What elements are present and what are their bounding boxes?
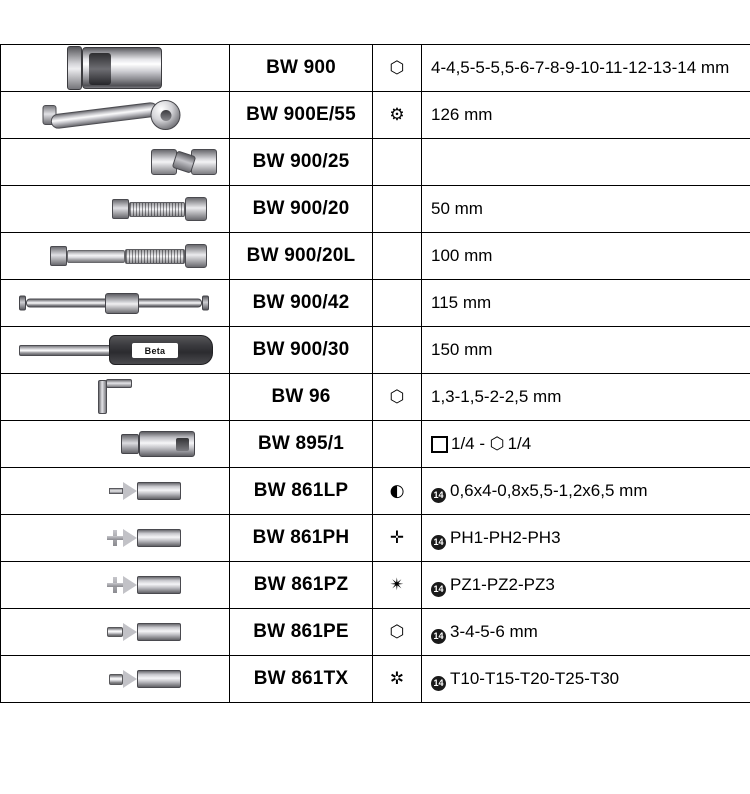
row-symbol-cell (373, 139, 422, 186)
table-row (1, 562, 750, 609)
description-text: T10-T15-T20-T25-T30 (450, 669, 619, 688)
row-symbol-cell (373, 186, 422, 233)
table-row (1, 468, 750, 515)
row-symbol-cell (373, 327, 422, 374)
universal-joint-bw90025-image (151, 149, 217, 175)
table-row (1, 327, 750, 374)
row-description-cell (422, 468, 750, 515)
part-description: 150 mm (422, 339, 750, 361)
part-code: BW 900/25 (230, 151, 372, 173)
slotted-bit-bw861lp-image (109, 482, 181, 500)
hex-socket-icon: ⬡ (390, 60, 405, 77)
part-code: BW 900/20 (230, 198, 372, 220)
part-code: BW 861LP (230, 480, 372, 502)
screwdriver-handle-bw90030-image (19, 335, 213, 365)
row-code-cell (230, 374, 373, 421)
row-description-cell (422, 327, 750, 374)
row-code-cell (230, 468, 373, 515)
row-image-cell (1, 327, 230, 374)
part-code: BW 900E/55 (230, 104, 372, 126)
part-description: 115 mm (422, 292, 750, 314)
row-image-cell (1, 468, 230, 515)
row-image-cell (1, 374, 230, 421)
hex-drive-size: 1/4 (508, 433, 532, 455)
part-description (422, 621, 750, 644)
part-code: BW 900/30 (230, 339, 372, 361)
row-code-cell (230, 421, 373, 468)
row-code-cell (230, 327, 373, 374)
row-symbol-cell (373, 656, 422, 703)
socket-bw900-image (68, 46, 162, 90)
hex-drive-icon: ⬡ (490, 436, 505, 453)
bit-length-badge: 14 (431, 629, 446, 644)
row-symbol-cell (373, 280, 422, 327)
parts-table-page (0, 44, 750, 794)
row-symbol-cell (373, 421, 422, 468)
part-description (422, 527, 750, 550)
table-row (1, 515, 750, 562)
row-description-cell (422, 374, 750, 421)
phillips-bit-icon: ✛ (390, 530, 404, 547)
row-symbol-cell (373, 233, 422, 280)
part-code: BW 861TX (230, 668, 372, 690)
extension-bar-bw90020-image (112, 197, 207, 221)
part-description: 126 mm (422, 104, 750, 126)
part-description: 4-4,5-5-5,5-6-7-8-9-10-11-12-13-14 mm (422, 57, 750, 79)
part-code: BW 861PE (230, 621, 372, 643)
table-row (1, 139, 750, 186)
row-code-cell (230, 233, 373, 280)
part-description: 50 mm (422, 198, 750, 220)
row-description-cell (422, 562, 750, 609)
bit-length-badge: 14 (431, 488, 446, 503)
row-image-cell (1, 421, 230, 468)
table-row (1, 233, 750, 280)
separator-dash: - (475, 433, 490, 455)
row-symbol-cell (373, 468, 422, 515)
row-description-cell (422, 656, 750, 703)
extension-bar-long-bw90020l-image (50, 244, 207, 268)
row-code-cell (230, 562, 373, 609)
torx-bit-icon: ✲ (390, 671, 404, 688)
part-code: BW 895/1 (230, 433, 372, 455)
row-code-cell (230, 92, 373, 139)
row-image-cell (1, 515, 230, 562)
part-code: BW 861PZ (230, 574, 372, 596)
table-row (1, 186, 750, 233)
table-row (1, 374, 750, 421)
row-description-cell (422, 139, 750, 186)
row-image-cell (1, 656, 230, 703)
row-code-cell (230, 280, 373, 327)
bit-length-badge: 14 (431, 535, 446, 550)
row-image-cell (1, 233, 230, 280)
part-code: BW 96 (230, 386, 372, 408)
part-code: BW 861PH (230, 527, 372, 549)
phillips-bit-bw861ph-image (107, 529, 181, 547)
row-description-cell (422, 233, 750, 280)
row-description-cell (422, 186, 750, 233)
bit-length-badge: 14 (431, 676, 446, 691)
slotted-bit-icon: ◐ (390, 483, 405, 500)
table-row (1, 92, 750, 139)
brand-label: Beta (132, 343, 178, 358)
hex-bit-icon: ⬡ (390, 624, 405, 641)
table-row (1, 421, 750, 468)
row-image-cell (1, 92, 230, 139)
sliding-t-handle-bw90042-image (19, 296, 209, 311)
row-image-cell (1, 186, 230, 233)
ratchet-bw900e55-image (50, 100, 181, 130)
row-image-cell (1, 45, 230, 92)
row-description-cell (422, 609, 750, 656)
row-image-cell (1, 280, 230, 327)
part-code: BW 900/20L (230, 245, 372, 267)
row-symbol-cell (373, 515, 422, 562)
torx-bit-bw861tx-image (109, 670, 181, 688)
table-row (1, 656, 750, 703)
row-description-cell (422, 515, 750, 562)
row-description-cell (422, 45, 750, 92)
bit-length-badge: 14 (431, 582, 446, 597)
row-symbol-cell (373, 609, 422, 656)
pozidriv-bit-bw861pz-image (107, 576, 181, 594)
row-code-cell (230, 515, 373, 562)
row-image-cell (1, 139, 230, 186)
ratchet-teeth-icon: ⚙ (389, 107, 404, 124)
part-description (422, 668, 750, 691)
square-drive-size: 1/4 (451, 433, 475, 455)
part-description (422, 480, 750, 503)
description-text: PZ1-PZ2-PZ3 (450, 575, 555, 594)
row-symbol-cell (373, 374, 422, 421)
parts-table (0, 44, 750, 703)
row-code-cell (230, 656, 373, 703)
table-row (1, 609, 750, 656)
row-description-cell (422, 280, 750, 327)
row-symbol-cell (373, 562, 422, 609)
hex-bit-bw861pe-image (107, 623, 181, 641)
row-description-cell (422, 92, 750, 139)
hex-key-bw96-image (98, 380, 132, 414)
part-description: 100 mm (422, 245, 750, 267)
description-text: 0,6x4-0,8x5,5-1,2x6,5 mm (450, 481, 647, 500)
part-description (422, 574, 750, 597)
row-code-cell (230, 186, 373, 233)
row-code-cell (230, 139, 373, 186)
bit-holder-bw8951-image (121, 431, 195, 457)
hex-key-icon: ⬡ (390, 389, 405, 406)
part-description (422, 433, 750, 455)
square-drive-icon (431, 436, 448, 453)
row-symbol-cell (373, 92, 422, 139)
row-symbol-cell (373, 45, 422, 92)
row-image-cell (1, 609, 230, 656)
part-description: 1,3-1,5-2-2,5 mm (422, 386, 750, 408)
row-image-cell (1, 562, 230, 609)
pozidriv-bit-icon: ✴ (390, 577, 404, 594)
row-code-cell (230, 609, 373, 656)
part-code: BW 900 (230, 57, 372, 79)
description-text: PH1-PH2-PH3 (450, 528, 561, 547)
table-row (1, 45, 750, 92)
row-description-cell (422, 421, 750, 468)
table-row (1, 280, 750, 327)
part-code: BW 900/42 (230, 292, 372, 314)
description-text: 3-4-5-6 mm (450, 622, 538, 641)
row-code-cell (230, 45, 373, 92)
